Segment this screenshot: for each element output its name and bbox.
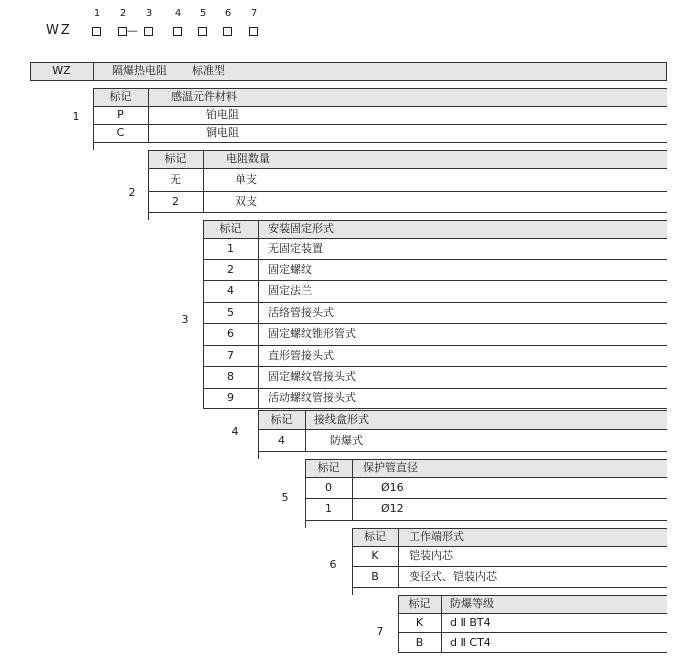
table-3-header-mark: 标记 [219,222,242,235]
table-6-rule-row2 [352,587,667,588]
product-row-right-rule [666,62,667,81]
product-name: 隔爆热电阻 [112,64,167,77]
table-row-mark: P [117,108,124,121]
product-code: WZ [52,64,71,77]
table-row-desc: 无固定装置 [268,242,323,255]
table-row-desc: 固定螺纹管接头式 [268,370,356,383]
table-row-mark: 5 [227,306,234,319]
table-row-mark: 4 [278,434,285,447]
table-5-group-number: 5 [281,491,289,504]
table-6-col-divider [398,528,399,588]
table-1-rule-header [93,106,667,107]
table-row-desc: 固定法兰 [268,284,312,297]
table-row-mark: K [415,616,424,629]
code-position-4: 4 [174,8,182,19]
table-row-mark: C [116,126,125,139]
table-row-desc: 铜电阻 [206,126,239,139]
table-row-mark: 2 [172,195,179,208]
code-prefix: WZ [46,23,72,38]
table-row-desc: 直形管接头式 [268,349,334,362]
product-type: 标准型 [192,64,225,77]
table-row-mark: 6 [227,327,234,340]
code-position-7: 7 [250,8,258,19]
table-3-header-desc: 安装固定形式 [268,222,334,235]
table-1-rule-row2 [93,142,667,143]
table-7-rule-row2 [398,652,667,653]
table-3-rule [203,238,667,239]
table-row-mark: B [415,636,424,649]
table-row-desc: d Ⅱ BT4 [450,616,491,629]
table-2-rule-row2 [148,212,667,213]
table-6-rule-top [352,528,667,529]
table-2-header-desc: 电阻数量 [226,152,270,165]
code-box-2 [118,27,127,36]
table-3-rule [203,280,667,281]
table-row-desc: Ø16 [381,481,404,494]
table-5-header-desc: 保护管直径 [363,461,418,474]
table-4-rule-row1 [258,451,667,452]
table-row-desc: 铠装内芯 [409,549,453,562]
table-row-mark: 0 [325,481,332,494]
table-7-rule-header [398,613,667,614]
table-3-rule [203,302,667,303]
table-row-mark: 7 [227,349,234,362]
table-1-header-desc: 感温元件材料 [171,90,237,103]
table-row-mark: 1 [227,242,234,255]
table-6-group-number: 6 [329,558,337,571]
table-1-header-mark: 标记 [109,90,132,103]
table-5-rule-top [305,459,667,460]
table-6-header-mark: 标记 [364,530,386,543]
code-box-6 [223,27,232,36]
table-5-header-bg [305,459,667,477]
table-row-desc: 固定螺纹锥形管式 [268,327,356,340]
table-2-rule-row1 [148,191,667,192]
table-row-mark: 4 [227,284,234,297]
table-row-mark: 1 [325,502,332,515]
table-4-col-divider [305,410,306,452]
table-6-header-desc: 工作端形式 [409,530,464,543]
table-1-rule-top [93,88,667,89]
product-row-top-rule [30,62,667,63]
table-7-group-number: 7 [376,625,384,638]
table-3-rule [203,323,667,324]
table-7-header-desc: 防爆等级 [450,597,494,610]
code-position-5: 5 [199,8,207,19]
code-box-3 [144,27,153,36]
table-5-header-mark: 标记 [317,461,340,474]
code-box-5 [198,27,207,36]
table-7-rule-top [398,595,667,596]
table-4-group-number: 4 [231,425,239,438]
table-7-col-divider [441,595,442,653]
code-box-7 [249,27,258,36]
table-row-desc: d Ⅱ CT4 [450,636,491,649]
table-6-header-bg [352,528,667,546]
table-7-header-mark: 标记 [408,597,431,610]
table-row-mark: 8 [227,370,234,383]
table-5-col-divider [352,459,353,521]
table-5-rule-header [305,477,667,478]
table-row-desc: 固定螺纹 [268,263,312,276]
table-row-desc: 双支 [235,195,257,208]
table-2-col-divider [203,150,204,213]
table-3-rule [203,388,667,389]
table-5-rule-row2 [305,520,667,521]
table-2-rule-header [148,168,667,169]
product-row-bottom-rule [30,80,667,81]
table-4-header-desc: 接线盒形式 [314,413,369,426]
code-position-3: 3 [145,8,153,19]
code-dash: — [127,24,138,37]
table-4-rule-header [258,429,667,430]
product-row-divider [93,62,94,81]
code-position-1: 1 [93,8,101,19]
table-2-group-number: 2 [128,186,136,199]
table-7-rule-row1 [398,632,667,633]
table-row-mark: 9 [227,391,234,404]
table-4-header-mark: 标记 [270,413,293,426]
table-6-rule-header [352,546,667,547]
table-3-rule [203,345,667,346]
table-row-desc: 活动螺纹管接头式 [268,391,356,404]
table-3-rule [203,366,667,367]
table-1-rule-row1 [93,124,667,125]
table-row-mark: B [371,570,379,583]
table-row-mark: 无 [170,173,181,186]
table-3-rule [203,259,667,260]
table-row-desc: 活络管接头式 [268,306,334,319]
table-2-header-mark: 标记 [164,152,187,165]
table-row-desc: 变径式、铠装内芯 [409,570,497,583]
table-3-rule [203,408,667,409]
code-box-4 [173,27,182,36]
table-5-rule-row1 [305,498,667,499]
table-row-mark: K [371,549,379,562]
table-3-rule-top [203,220,667,221]
table-2-rule-top [148,150,667,151]
table-1-col-divider [148,88,149,143]
table-3-col-divider [258,220,259,409]
table-row-desc: 防爆式 [330,434,363,447]
table-row-mark: 2 [227,263,234,276]
table-6-rule-row1 [352,566,667,567]
table-row-desc: 铂电阻 [206,108,239,121]
table-row-desc: 单支 [235,173,257,186]
code-position-2: 2 [119,8,127,19]
code-position-6: 6 [224,8,232,19]
table-1-group-number: 1 [72,110,80,123]
code-box-1 [92,27,101,36]
table-row-desc: Ø12 [381,502,404,515]
table-4-rule-top [258,410,667,411]
table-3-group-number: 3 [181,313,189,326]
